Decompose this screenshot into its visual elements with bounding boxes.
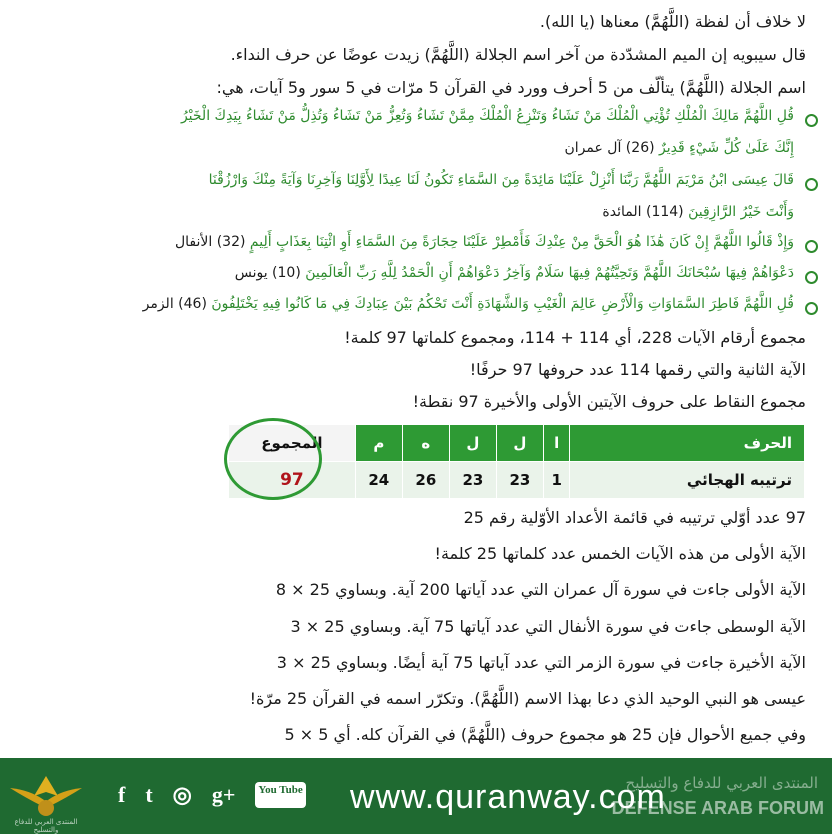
- lower-p5: الآية الأخيرة جاءت في سورة الزمر التي عدد آياتها 75 آية أيضًا. وبساوي 25 × 3: [276, 653, 806, 672]
- verse-4-ref: (10) يونس: [234, 265, 301, 281]
- verse-1-ref: (26) آل عمران: [564, 140, 655, 156]
- verse-5: قُلِ اللَّهُمَّ فَاطِرَ السَّمَاوَاتِ وَالْأَرْضِ عَالِمَ الْغَيْبِ وَالشَّهَادَةِ أَنْتَ تَحْكُمُ بَيْنَ عِبَادِكَ فِي مَا كَانُوا فِيهِ يَخْتَلِفُونَ: [211, 296, 794, 312]
- lower-p1: 97 عدد أوّلي ترتيبه في قائمة الأعداد الأوّلية رقم 25: [463, 508, 806, 527]
- letter-cell: م: [355, 425, 402, 462]
- logo-caption: المنتدى العربي للدفاع والتسليح: [14, 818, 78, 834]
- order-cell: 24: [355, 462, 402, 499]
- letter-cell: ل: [449, 425, 496, 462]
- letter-cell: ا: [543, 425, 569, 462]
- lower-p6: عيسى هو النبي الوحيد الذي دعا بهذا الاسم (اللَّهُمَّ). وتكرّر اسمه في القرآن 25 مرّة!: [249, 689, 806, 708]
- watermark-english: DEFENSE ARAB FORUM: [611, 798, 824, 818]
- website-link[interactable]: www.quranway.com: [350, 778, 666, 816]
- facebook-icon[interactable]: f: [118, 782, 126, 807]
- verse-1-cont: [18, 140, 794, 156]
- watermark-arabic: المنتدى العربي للدفاع والتسليح: [625, 774, 818, 792]
- order-cell: 23: [496, 462, 543, 499]
- instagram-icon[interactable]: ◎: [172, 782, 192, 807]
- verse-3: وَإِذْ قَالُوا اللَّهُمَّ إِنْ كَانَ هَٰذَا هُوَ الْحَقَّ مِنْ عِنْدِكَ فَأَمْطِرْ عَلَيْنَا حِجَارَةً مِنَ السَّمَاءِ أَوِ ائْتِنَا بِعَذَابٍ أَلِيمٍ: [249, 234, 794, 250]
- bullet-icon: [805, 240, 818, 253]
- verse-4-line: [18, 265, 794, 281]
- verse-5-ref: (46) الزمر: [142, 296, 207, 312]
- row-label-letter: الحرف: [570, 425, 805, 462]
- lower-p3: الآية الأولى جاءت في سورة آل عمران التي عدد آياتها 200 آية. وبساوي 25 × 8: [275, 580, 806, 599]
- order-cell: 1: [543, 462, 569, 499]
- intro-line-2: قال سيبويه إن الميم المشدّدة من آخر اسم الجلالة (اللَّهُمَّ) زيدت عوضًا عن حرف النداء.: [230, 45, 806, 64]
- google-plus-icon[interactable]: g+: [211, 782, 236, 807]
- verse-2: قَالَ عِيسَى ابْنُ مَرْيَمَ اللَّهُمَّ رَبَّنَا أَنْزِلْ عَلَيْنَا مَائِدَةً مِنَ السَّمَاءِ تَكُونُ لَنَا عِيدًا لِأَوَّلِنَا وَآخِرِنَا وَآيَةً مِنْكَ وَارْزُقْنَا: [208, 172, 794, 188]
- verse-2-continuation: وَأَنْتَ خَيْرُ الرَّازِقِينَ: [688, 204, 794, 220]
- verse-3-line: [18, 234, 794, 250]
- fact-1: مجموع أرقام الآيات 228، أي 114 + 114، ومجموع كلماتها 97 كلمة!: [344, 328, 806, 347]
- letter-cell: ل: [496, 425, 543, 462]
- intro-line-1: لا خلاف أن لفظة (اللَّهُمَّ) معناها (يا الله).: [539, 12, 806, 31]
- verse-4: دَعْوَاهُمْ فِيهَا سُبْحَانَكَ اللَّهُمَّ وَتَحِيَّتُهُمْ فِيهَا سَلَامٌ وَآخِرُ دَعْوَاهُمْ أَنِ الْحَمْدُ لِلَّهِ رَبِّ الْعَالَمِينَ: [305, 265, 794, 281]
- verse-1: قُلِ اللَّهُمَّ مَالِكَ الْمُلْكِ تُؤْتِي الْمُلْكَ مَنْ تَشَاءُ وَتَنْزِعُ الْمُلْكَ مِمَّنْ تَشَاءُ وَتُعِزُّ مَنْ تَشَاءُ وَتُذِلُّ مَنْ تَشَاءُ بِيَدِكَ الْخَيْرُ: [180, 108, 794, 124]
- verse-2-ref: (114) المائدة: [602, 204, 684, 220]
- order-cell: 26: [402, 462, 449, 499]
- verse-2-cont: [18, 204, 794, 220]
- intro-line-3: اسم الجلالة (اللَّهُمَّ) يتألّف من 5 أحرف وورد في القرآن 5 مرّات في 5 سور و5 آيات، هي:: [216, 78, 806, 97]
- bullet-icon: [805, 271, 818, 284]
- row-label-order: ترتيبه الهجائي: [570, 462, 805, 499]
- lower-p4: الآية الوسطى جاءت في سورة الأنفال التي عدد آياتها 75 آية. وبساوي 25 × 3: [290, 617, 806, 636]
- sum-value-cell: 97: [229, 462, 356, 499]
- verse-1-continuation: إِنَّكَ عَلَىٰ كُلِّ شَيْءٍ قَدِيرٌ: [659, 140, 794, 156]
- bullet-icon: [805, 302, 818, 315]
- bullet-icon: [805, 178, 818, 191]
- verse-5-line: [18, 296, 794, 312]
- youtube-icon[interactable]: You Tube: [255, 782, 305, 808]
- lower-p2: الآية الأولى من هذه الآيات الخمس عدد كلماتها 25 كلمة!: [434, 544, 806, 563]
- fact-3: مجموع النقاط على حروف الآيتين الأولى والأخيرة 97 نقطة!: [412, 392, 806, 411]
- bullet-icon: [805, 114, 818, 127]
- lower-p7: وفي جميع الأحوال فإن 25 هو مجموع حروف (اللَّهُمَّ) في القرآن كله. أي 5 × 5: [284, 725, 806, 744]
- twitter-icon[interactable]: t: [145, 782, 153, 807]
- letter-cell: ه: [402, 425, 449, 462]
- order-cell: 23: [449, 462, 496, 499]
- social-links: [118, 782, 306, 808]
- sum-highlight-circle: [224, 418, 322, 500]
- sum-label-cell: المجموع: [229, 425, 356, 462]
- fact-2: الآية الثانية والتي رقمها 114 عدد حروفها 97 حرفًا!: [469, 360, 806, 379]
- footer-bar: [0, 758, 832, 834]
- verse-3-ref: (32) الأنفال: [174, 234, 246, 250]
